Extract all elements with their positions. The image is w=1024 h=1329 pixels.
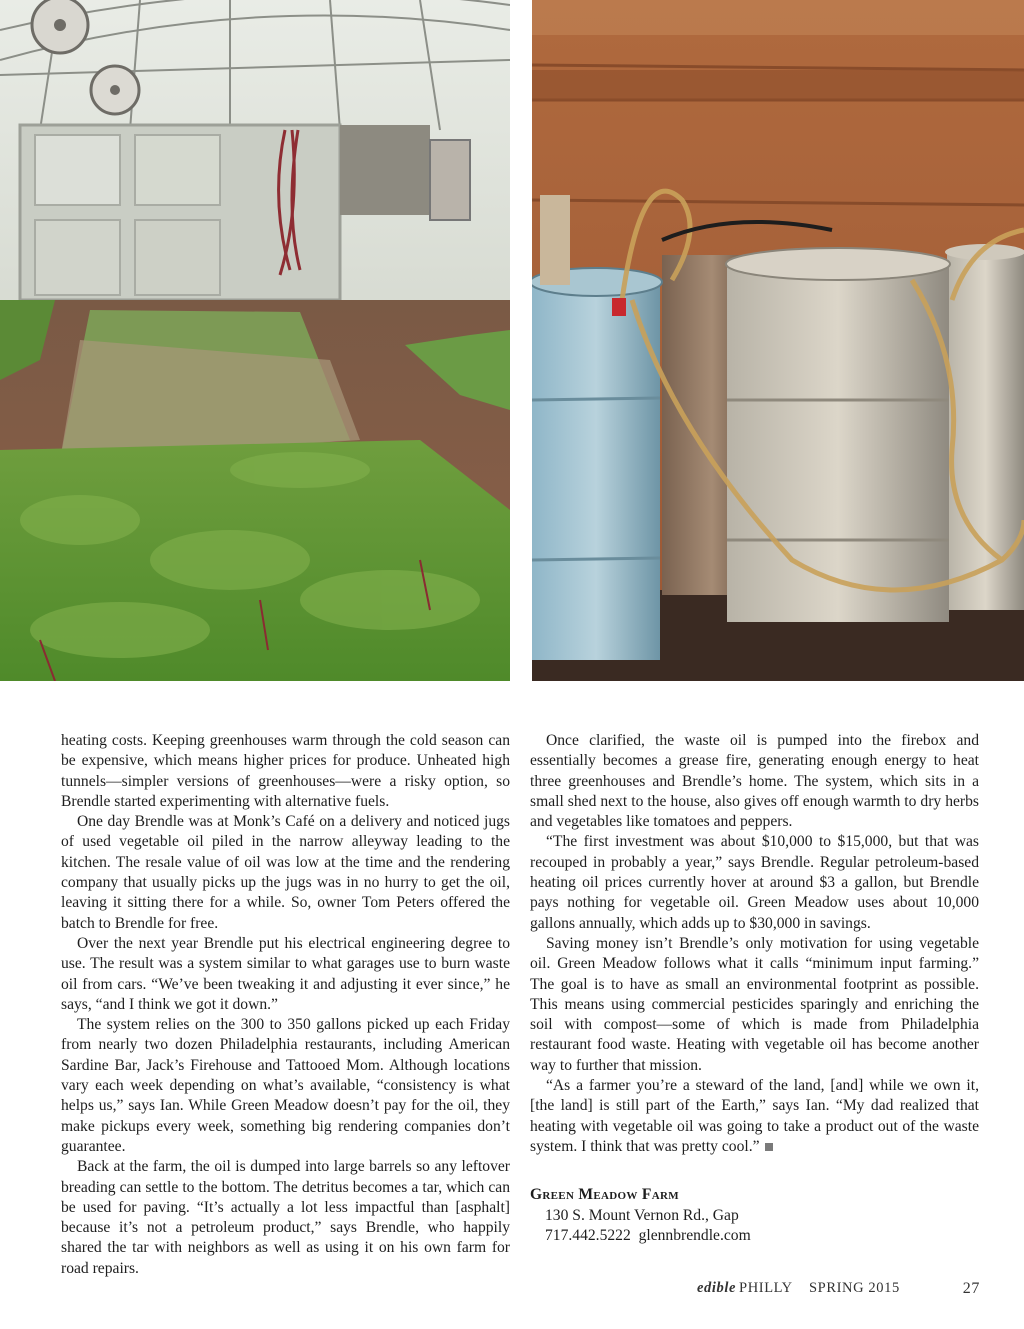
page-number: 27 bbox=[962, 1280, 980, 1297]
farm-info bbox=[530, 1185, 979, 1247]
oil-barrels-photo bbox=[532, 0, 1024, 681]
paragraph-text: “As a farmer you’re a steward of the land, [and] while we own it, [the land] is still part of the Earth,” says Ian. “My dad realized that heating with vegetable oil was going to take a product out of the waste system. I think that was pretty cool.” bbox=[530, 1077, 979, 1155]
footer-city: PHILLY bbox=[739, 1280, 793, 1296]
paragraph: One day Brendle was at Monk’s Café on a delivery and noticed jugs of used vegetable oil piled in the narrow alleyway leading to the kitchen. The resale value of oil was low at the time and the rendering company that usually picks up the jugs was in no hurry to get the oil, leaving it sitting there for a while. So, owner Tom Peters offered the batch to Brendle for free. bbox=[61, 813, 510, 932]
paragraph-last bbox=[530, 1076, 979, 1157]
footer-issue: SPRING 2015 bbox=[809, 1280, 900, 1296]
page-footer bbox=[697, 1280, 980, 1302]
farm-address: 130 S. Mount Vernon Rd., Gap bbox=[545, 1206, 739, 1224]
paragraph: Saving money isn’t Brendle’s only motivation for using vegetable oil. Green Meadow follows what it calls “minimum input farming.” The goal is to have as small an environmental footprint as possible. This means using commercial pesticides sparingly and enriching the soil with compost—some of which is made from Philadelphia restaurant food waste. Heating with vegetable oil has become another way to further that mission. bbox=[530, 934, 979, 1074]
article-right-column bbox=[530, 731, 979, 1247]
paragraph: heating costs. Keeping greenhouses warm through the cold season can be expensive, which means higher prices for produce. Unheated high tunnels—simpler versions of greenhouses—were a risky option, so Brendle started experimenting with alternative fuels. bbox=[61, 732, 510, 810]
end-mark-icon bbox=[765, 1143, 773, 1151]
greenhouse-photo bbox=[0, 0, 510, 681]
paragraph: “The first investment was about $10,000 to $15,000, but that was recouped in probably a year,” says Brendle. Regular petroleum-based heating oil prices currently hover at around $3 a gallon, but Brendle pays nothing for vegetable oil. Green Meadow uses about 10,000 gallons annually, which adds up to $30,000 in savings. bbox=[530, 833, 979, 932]
footer-brand: edible bbox=[697, 1280, 737, 1296]
paragraph: Back at the farm, the oil is dumped into large barrels so any leftover breading can settle to the bottom. The detritus becomes a tar, which can be used for paving. “It’s actually a lot less impactful than [asphalt] because it’s not a petroleum product,” says Brendle, who happily shared the tar with neighbors as well as using it on his own farm for road repairs. bbox=[61, 1158, 510, 1277]
paragraph: Once clarified, the waste oil is pumped into the firebox and essentially becomes a grease fire, generating enough energy to heat three greenhouses and Brendle’s home. The system, which sits in a small shed next to the house, also gives off enough warmth to dry herbs and vegetables like tomatoes and peppers. bbox=[530, 732, 979, 831]
paragraph: Over the next year Brendle put his electrical engineering degree to use. The result was a system similar to what garages use to burn waste oil from cars. “We’ve been tweaking it and adjusting it ever since,” he says, “and I think we got it down.” bbox=[61, 934, 510, 1013]
farm-contact: 717.442.5222 glennbrendle.com bbox=[545, 1227, 751, 1245]
paragraph: The system relies on the 300 to 350 gallons picked up each Friday from nearly two dozen Philadelphia restaurants, including American Sardine Bar, Jack’s Firehouse and Tattooed Mom. Although locations vary each week depending on what’s available, “consistency is what helps us,” says Ian. While Green Meadow doesn’t pay for the oil, they make pickups every week, something big rendering companies don’t guarantee. bbox=[61, 1016, 510, 1155]
article-left-column bbox=[61, 731, 510, 1279]
farm-name: Green Meadow Farm bbox=[530, 1186, 679, 1204]
